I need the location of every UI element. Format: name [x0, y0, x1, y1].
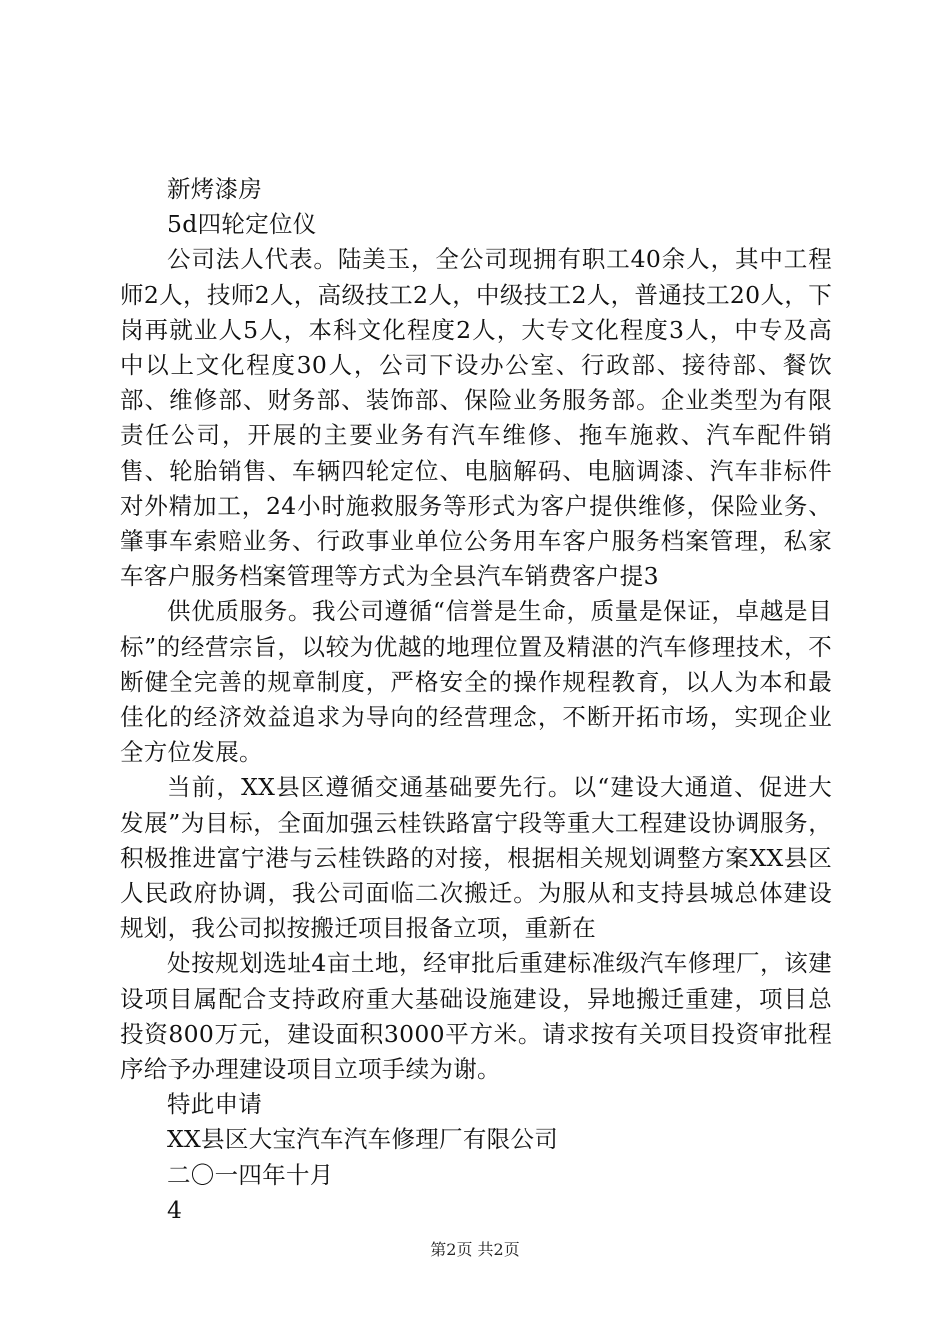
paragraph-date: 二〇一四年十月 [167, 1160, 334, 1189]
paragraph-relocation-background: 当前，XX县区遵循交通基础要先行。以“建设大通道、促进大发展”为目标，全面加强云桂铁路富宁段等重大工程建设协调服务，积极推进富宁港与云桂铁路的对接，根据相关规划调整方案XX县区人民政府协调，我公司面临二次搬迁。为服从和支持县城总体建设规划，我公司拟按搬迁项目报备立项，重新在 [120, 773, 832, 943]
paragraph-company-signature: XX县区大宝汽车汽车修理厂有限公司 [167, 1125, 559, 1154]
document-body [120, 172, 832, 1228]
paragraph-project-request: 处按规划选址4亩土地，经审批后重建标准级汽车修理厂，该建设项目属配合支持政府重大基础设施建设，异地搬迁重建，项目总投资800万元，建设面积3000平方米。请求按有关项目投资审批程序给予办理建设项目立项手续为谢。 [120, 949, 832, 1084]
paragraph-service-philosophy: 供优质服务。我公司遵循“信誉是生命，质量是保证，卓越是目标”的经营宗旨，以较为优越的地理位置及精湛的汽车修理技术，不断健全完善的规章制度，严格安全的操作规程教育，以人为本和最佳化的经济效益追求为导向的经营理念，不断开拓市场，实现企业全方位发展。 [120, 597, 832, 767]
paragraph-number: 4 [167, 1195, 183, 1224]
page-footer: 第2页 共2页 [430, 1240, 520, 1259]
paragraph-paint-room: 新烤漆房 [167, 175, 263, 203]
paragraph-wheel-aligner: 5d四轮定位仪 [167, 210, 317, 239]
paragraph-closing: 特此申请 [167, 1090, 263, 1119]
paragraph-company-profile: 公司法人代表。陆美玉，全公司现拥有职工40余人，其中工程师2人，技师2人，高级技工2人，中级技工2人，普通技工20人，下岗再就业人5人，本科文化程度2人，大专文化程度3人，中专及高中以上文化程度30人，公司下设办公室、行政部、接待部、餐饮部、维修部、财务部、装饰部、保险业务服务部。企业类型为有限责任公司，开展的主要业务有汽车维修、拖车施救、汽车配件销售、轮胎销售、车辆四轮定位、电脑解码、电脑调漆、汽车非标件对外精加工，24小时施救服务等形式为客户提供维修，保险业务、肇事车索赔业务、行政事业单位公务用车客户服务档案管理，私家车客户服务档案管理等方式为全县汽车销费客户提3 [120, 245, 832, 591]
